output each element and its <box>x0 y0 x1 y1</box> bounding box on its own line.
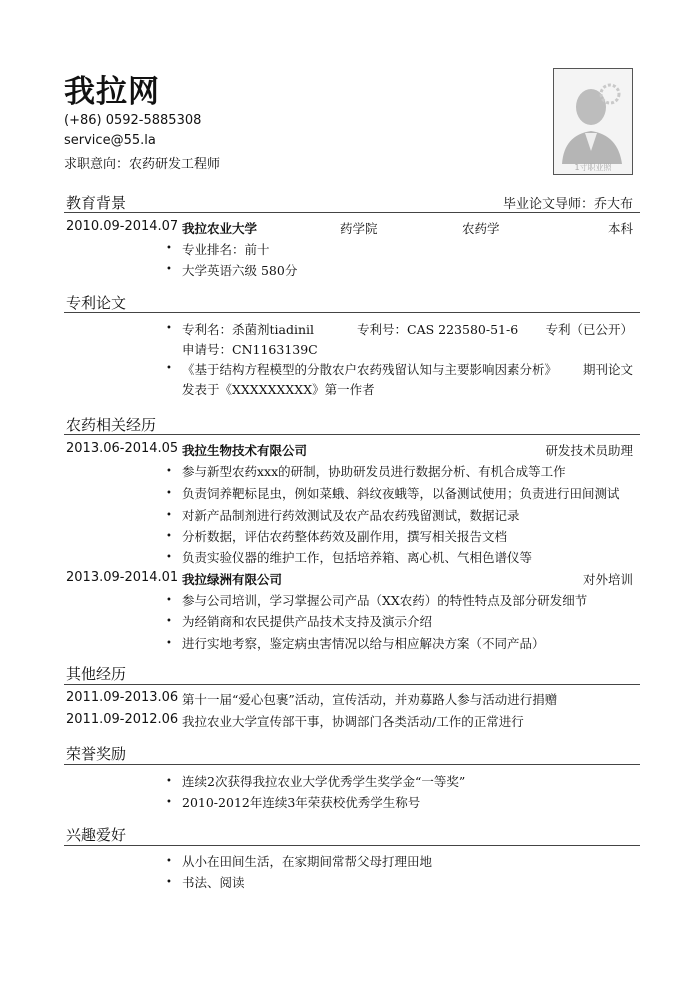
bullet: • <box>166 797 172 808</box>
phone: (+86) 0592-5885308 <box>64 113 202 128</box>
job-bullet: 参与公司培训，学习掌握公司产品（XX农药）的特性特点及部分研发细节 <box>182 593 588 608</box>
bullet: • <box>166 552 172 563</box>
company-name: 我拉生物技术有限公司 <box>182 443 308 458</box>
job-role: 对外培训 <box>582 572 633 587</box>
bullet: • <box>166 243 172 254</box>
bullet: • <box>166 510 172 521</box>
bullet: • <box>166 595 172 606</box>
job-date: 2013.09-2014.01 <box>66 570 179 585</box>
email: service@55.la <box>64 133 156 148</box>
job-role: 研发技术员助理 <box>545 443 633 458</box>
section-title-other: 其他经历 <box>66 665 127 683</box>
bullet: • <box>166 616 172 627</box>
photo-caption: 1寸职业照 <box>574 163 612 172</box>
job-bullet: 对新产品制剂进行药效测试及农产品农药残留测试，数据记录 <box>182 508 520 523</box>
education-date: 2010.09-2014.07 <box>66 219 179 234</box>
bullet: • <box>166 531 172 542</box>
divider <box>64 434 640 435</box>
bullet: • <box>166 488 172 499</box>
job-bullet: 分析数据，评估农药整体药效及副作用，撰写相关报告文档 <box>182 529 508 544</box>
job-bullet: 为经销商和农民提供产品技术支持及演示介绍 <box>182 614 433 629</box>
paper-type: 期刊论文 <box>582 362 633 377</box>
job-objective: 求职意向：农药研发工程师 <box>64 157 221 172</box>
person-silhouette-icon <box>554 69 632 174</box>
honor-item: 2010-2012年连续3年荣获校优秀学生称号 <box>182 795 421 810</box>
job-date: 2013.06-2014.05 <box>66 441 179 456</box>
patent-number: 专利号：CAS 223580-51-6 <box>357 322 519 337</box>
section-title-honors: 荣誉奖励 <box>66 745 127 763</box>
paper-title: 《基于结构方程模型的分散农户农药残留认知与主要影响因素分析》 <box>182 362 558 377</box>
bullet: • <box>166 264 172 275</box>
other-text: 我拉农业大学宣传部干事，协调部门各类活动/工作的正常进行 <box>182 714 524 729</box>
bullet: • <box>166 363 172 374</box>
photo-placeholder <box>553 68 633 175</box>
section-title-experience: 农药相关经历 <box>66 416 157 434</box>
bullet: • <box>166 877 172 888</box>
patent-type: 专利（已公开） <box>545 322 633 337</box>
honor-item: 连续2次获得我拉农业大学优秀学生奖学金“一等奖” <box>182 774 466 789</box>
school-name: 我拉农业大学 <box>182 221 258 236</box>
college-name: 药学院 <box>340 221 378 236</box>
section-title-patents: 专利论文 <box>66 294 127 312</box>
divider <box>64 684 640 685</box>
patent-application: 申请号：CN1163139C <box>182 342 318 357</box>
bullet: • <box>166 638 172 649</box>
resume-name: 我拉网 <box>64 74 160 110</box>
education-bullet: 专业排名：前十 <box>182 242 270 257</box>
other-text: 第十一届“爱心包裹”活动，宣传活动，并劝募路人参与活动进行捐赠 <box>182 692 558 707</box>
job-bullet: 进行实地考察，鉴定病虫害情况以给与相应解决方案（不同产品） <box>182 636 545 651</box>
thesis-advisor: 毕业论文导师：乔大布 <box>502 197 633 212</box>
hobby-item: 书法、阅读 <box>182 875 245 890</box>
divider <box>64 845 640 846</box>
bullet: • <box>166 466 172 477</box>
section-title-hobbies: 兴趣爱好 <box>66 826 127 844</box>
job-bullet: 负责饲养靶标昆虫，例如菜蛾、斜纹夜蛾等，以备测试使用；负责进行田间测试 <box>182 486 620 501</box>
job-bullet: 负责实验仪器的维护工作，包括培养箱、离心机、气相色谱仪等 <box>182 550 533 565</box>
bullet: • <box>166 856 172 867</box>
paper-publication: 发表于《XXXXXXXXX》第一作者 <box>182 382 375 397</box>
other-date: 2011.09-2013.06 <box>66 690 179 705</box>
hobby-item: 从小在田间生活，在家期间常帮父母打理田地 <box>182 854 433 869</box>
patent-name: 专利名：杀菌剂tiadinil <box>182 322 315 337</box>
divider <box>64 312 640 313</box>
company-name: 我拉绿洲有限公司 <box>182 572 283 587</box>
degree: 本科 <box>607 221 633 236</box>
divider <box>64 212 640 213</box>
bullet: • <box>166 776 172 787</box>
divider <box>64 764 640 765</box>
bullet: • <box>166 323 172 334</box>
job-bullet: 参与新型农药xxx的研制，协助研发员进行数据分析、有机合成等工作 <box>182 464 566 479</box>
education-bullet: 大学英语六级 580分 <box>182 263 298 278</box>
other-date: 2011.09-2012.06 <box>66 712 179 727</box>
section-title-education: 教育背景 <box>66 194 127 212</box>
major-name: 农药学 <box>462 221 500 236</box>
